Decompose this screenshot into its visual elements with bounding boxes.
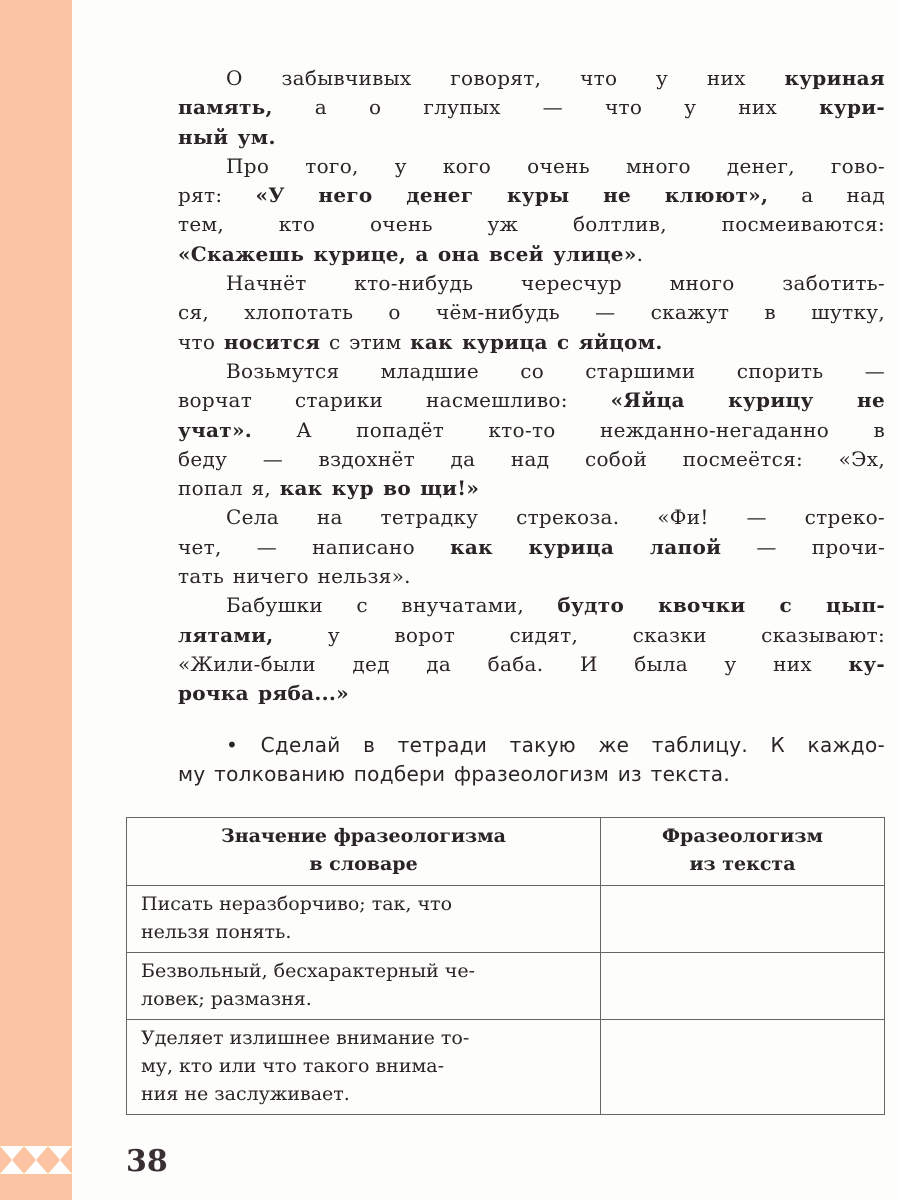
- text-run: что: [178, 329, 224, 354]
- phrase-cell-empty: [601, 1020, 885, 1115]
- page-number: 38: [126, 1144, 168, 1179]
- bold-phrase: куриная: [784, 66, 885, 90]
- text-line: [178, 679, 885, 708]
- bold-phrase: ный ум.: [178, 124, 276, 149]
- text-line: [178, 269, 885, 298]
- header-phrase: Фразеологизм из текста: [601, 818, 885, 886]
- header-meaning: Значение фразеологизма в словаре: [127, 818, 601, 886]
- bold-phrase: «Скажешь курице, а она всей улице»: [178, 241, 637, 266]
- bold-phrase: кури-: [819, 95, 885, 120]
- table-row: [127, 953, 885, 1020]
- text-run: ворчат старики насмешливо:: [178, 388, 611, 413]
- text-line: [178, 503, 885, 532]
- text-line: [178, 591, 885, 620]
- text-run: тем, кто очень уж болтлив, посмеиваются:: [178, 212, 885, 237]
- text-line: [178, 416, 885, 445]
- decorative-side-strip: [0, 0, 72, 1200]
- bold-phrase: «У него денег куры не клюют»,: [255, 183, 769, 208]
- bold-phrase: как кур во щи!»: [279, 476, 480, 501]
- text-line: [178, 650, 885, 679]
- text-run: а над: [768, 183, 885, 208]
- text-line: [178, 562, 885, 591]
- text-run: «Жили-были дед да баба. И была у них: [178, 651, 849, 676]
- text-line: [178, 386, 885, 415]
- text-run: Села на тетрадку стрекоза. «Фи! — стреко-: [226, 505, 885, 530]
- phrase-cell-empty: [601, 953, 885, 1020]
- text-line: [178, 123, 885, 152]
- text-line: [178, 152, 885, 181]
- text-run: рят:: [178, 183, 256, 208]
- table-row: [127, 1020, 885, 1115]
- bold-phrase: носится: [223, 329, 321, 354]
- text-run: тать ничего нельзя».: [178, 564, 411, 589]
- text-run: ся, хлопотать о чём-нибудь — скажут в шутку,: [178, 300, 885, 325]
- meaning-cell: Писать неразборчиво; так, что нельзя понять.: [127, 886, 601, 953]
- text-run: беду — вздохнёт да над собой посмеётся: «Эх,: [178, 446, 885, 471]
- task-line: му толкованию подбери фразеологизм из текста.: [178, 762, 731, 786]
- text-run: чет, — написано: [178, 534, 451, 559]
- meaning-cell: Уделяет излишнее внимание то- му, кто или что такого внима- ния не заслуживает.: [127, 1020, 601, 1115]
- bold-phrase: «Яйца курицу не: [610, 388, 885, 413]
- text-run: О забывчивых говорят, что у них: [226, 66, 785, 90]
- text-run: попал я,: [178, 476, 280, 501]
- bold-phrase: память,: [178, 95, 273, 120]
- text-run: — прочи-: [721, 534, 885, 559]
- bold-phrase: как курица лапой: [450, 534, 722, 559]
- text-line: [178, 240, 885, 269]
- text-run: А попадёт кто-то нежданно-негаданно в: [252, 417, 885, 442]
- table-header-row: [127, 818, 885, 886]
- bold-phrase: учат».: [178, 417, 253, 442]
- text-line: [178, 474, 885, 503]
- bold-phrase: лятами,: [178, 622, 274, 647]
- text-line: [178, 621, 885, 650]
- text-line: [178, 210, 885, 239]
- text-run: Бабушки с внучатами,: [226, 593, 558, 618]
- bold-phrase: будто квочки с цып-: [557, 593, 885, 618]
- main-text: [178, 64, 885, 709]
- phrase-cell-empty: [601, 886, 885, 953]
- phraseology-table: [126, 817, 885, 1115]
- text-line: [178, 298, 885, 327]
- text-line: [178, 445, 885, 474]
- bold-phrase: как курица с яйцом.: [410, 329, 663, 354]
- text-run: у ворот сидят, сказки сказывают:: [273, 622, 885, 647]
- task-instruction: [178, 731, 885, 789]
- bold-phrase: рочка ряба...»: [178, 681, 349, 706]
- text-line: [178, 328, 885, 357]
- text-line: [178, 64, 885, 93]
- text-line: [178, 93, 885, 122]
- text-run: Возьмутся младшие со старшими спорить —: [226, 358, 885, 383]
- task-line: • Сделай в тетради такую же таблицу. К каждо-: [226, 733, 885, 757]
- bold-phrase: ку-: [848, 651, 885, 676]
- meaning-cell: Безвольный, бесхарактерный че- ловек; размазня.: [127, 953, 601, 1020]
- text-line: [178, 181, 885, 210]
- text-run: с этим: [320, 329, 411, 354]
- diamond-ornament: [0, 1146, 72, 1174]
- text-run: Про того, у кого очень много денег, гово-: [226, 153, 885, 178]
- text-line: [178, 533, 885, 562]
- text-line: [178, 357, 885, 386]
- table-row: [127, 886, 885, 953]
- text-run: а о глупых — что у них: [272, 95, 820, 120]
- text-run: Начнёт кто-нибудь чересчур много заботить-: [226, 271, 885, 296]
- text-run: .: [636, 241, 644, 266]
